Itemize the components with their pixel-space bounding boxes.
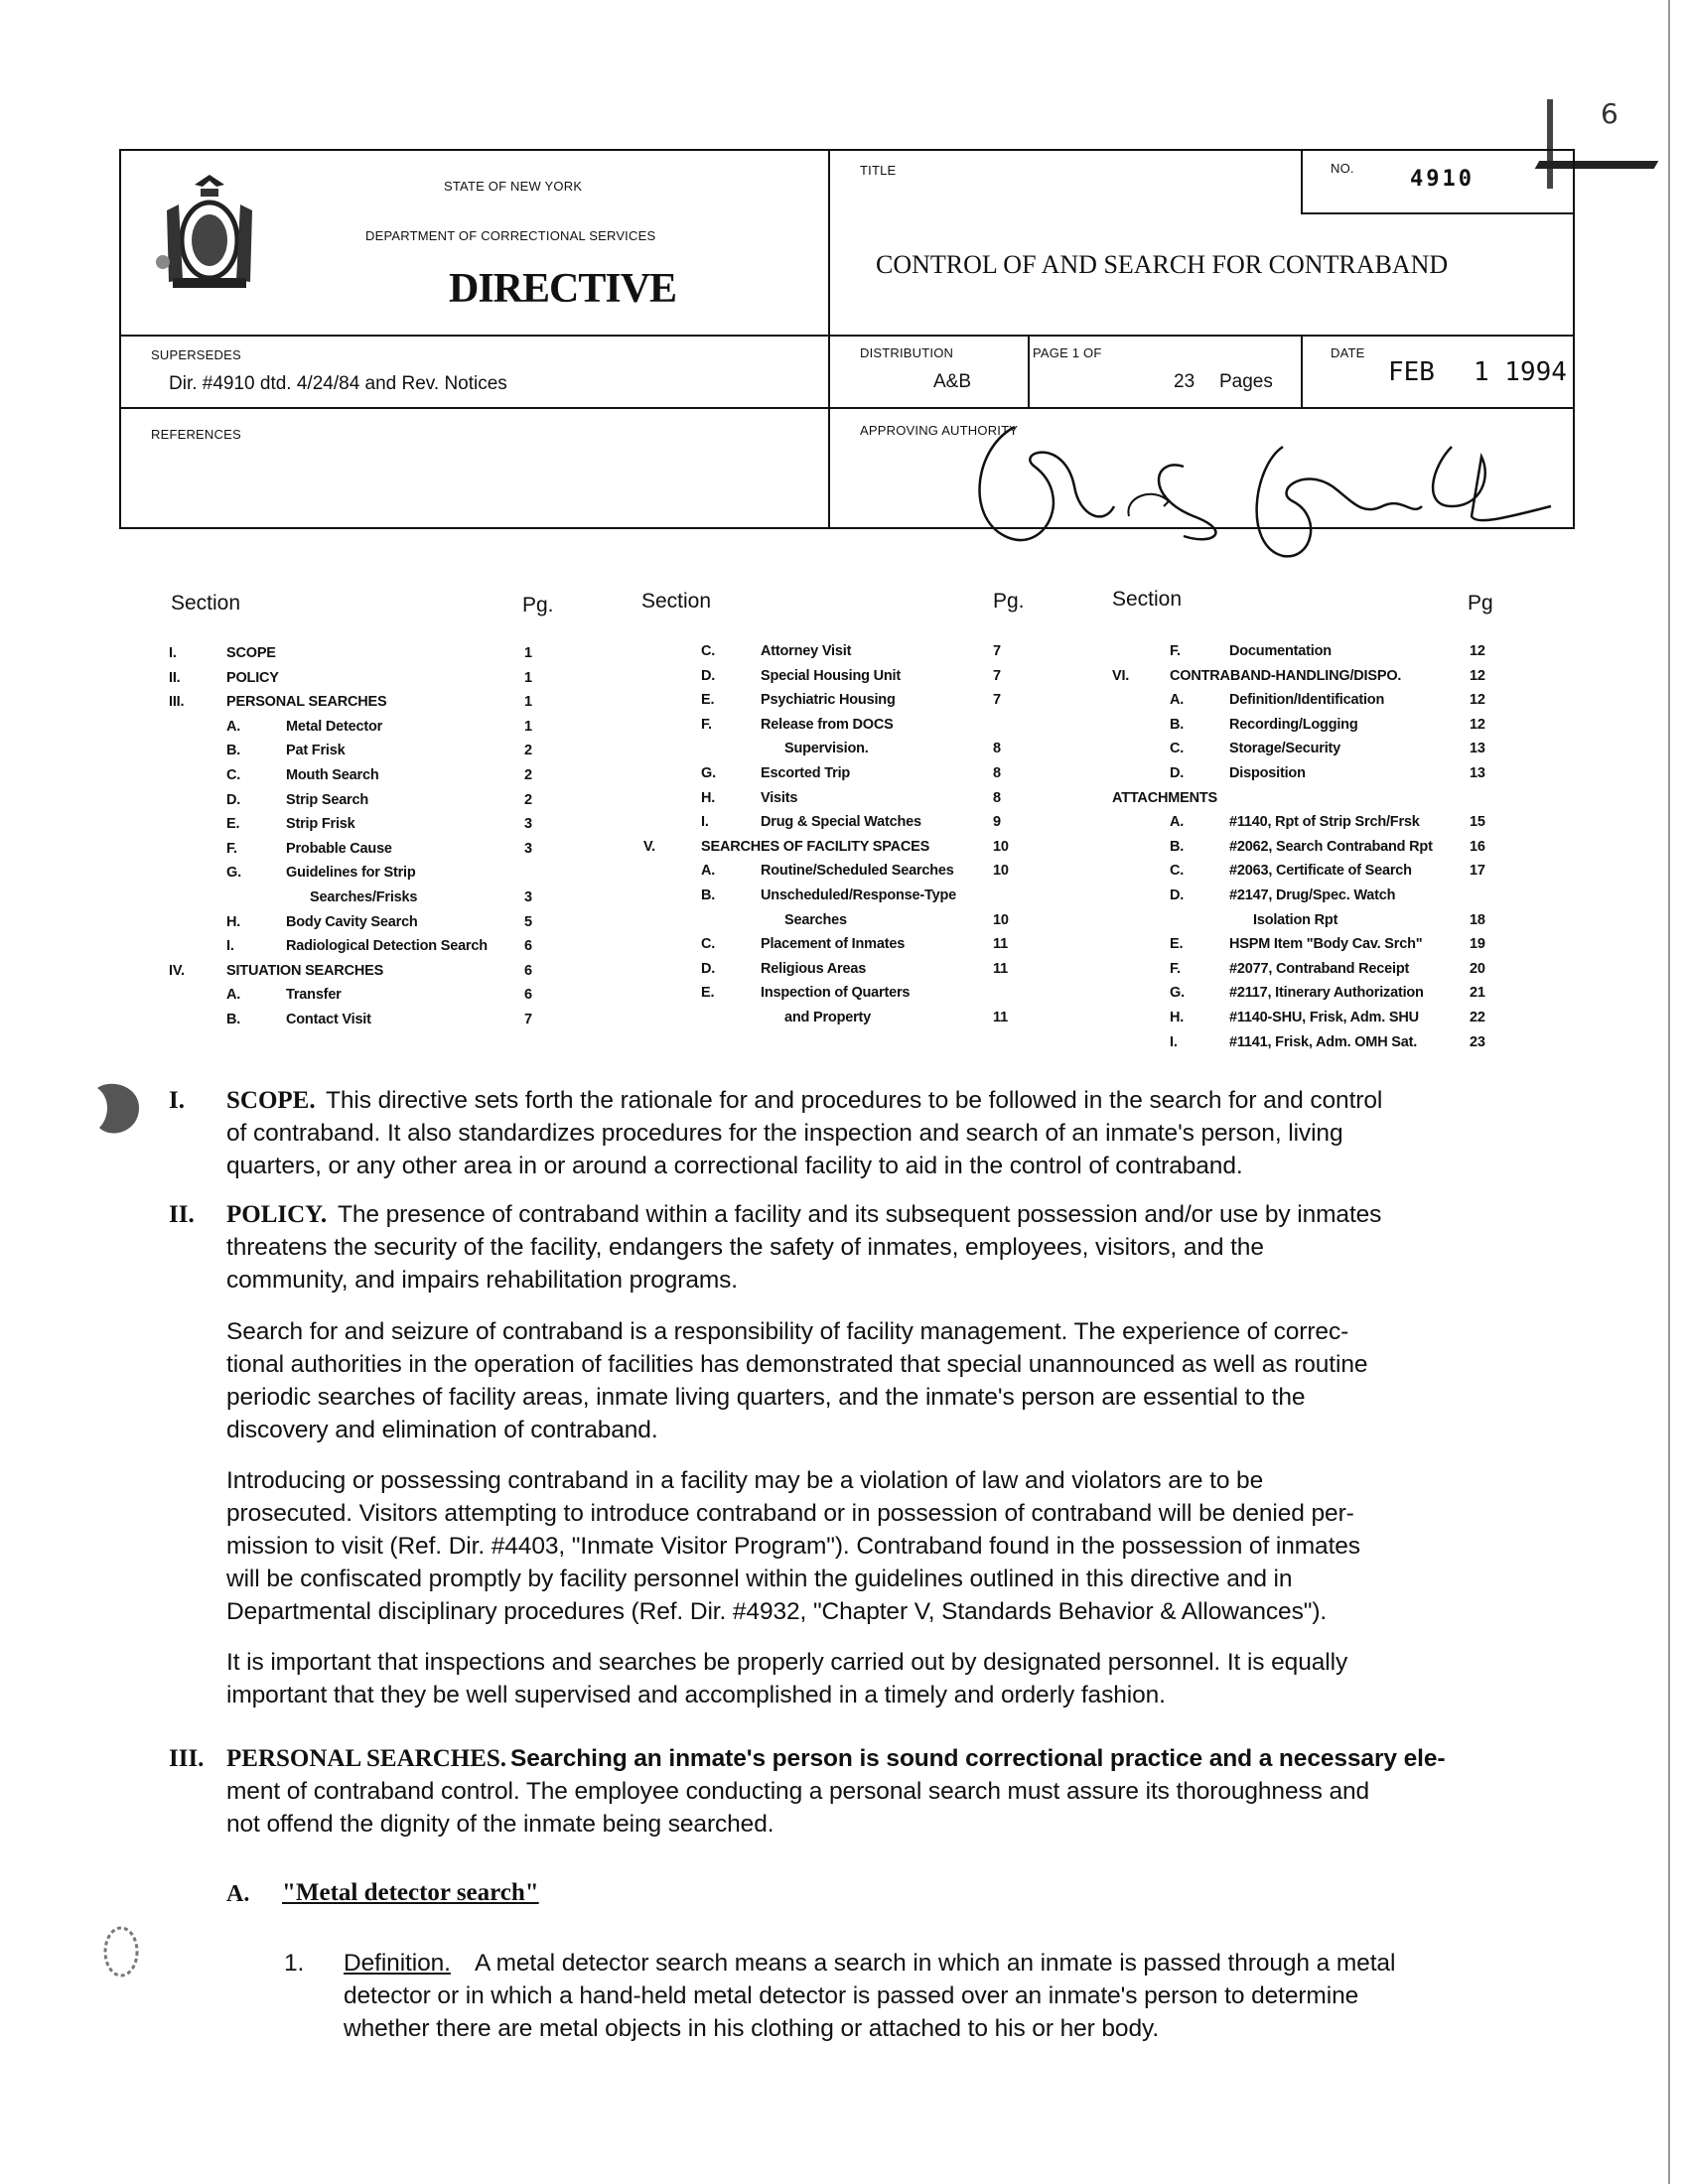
toc-entry-page: 1 — [524, 669, 532, 686]
toc-entry — [643, 985, 1011, 1009]
doc-type: DIRECTIVE — [449, 266, 677, 312]
distribution-label: DISTRIBUTION — [860, 345, 954, 360]
section-ii-p4-line-1: It is important that inspections and searches be properly carried out by designated personnel. It is equally — [226, 1649, 1348, 1676]
section-ii-p3-line-5: Departmental disciplinary procedures (Ref. Dir. #4932, "Chapter V, Standards Behavior & Allowances"). — [226, 1598, 1328, 1625]
department-name: DEPARTMENT OF CORRECTIONAL SERVICES — [365, 228, 656, 243]
toc-entry-page: 6 — [524, 962, 532, 979]
section-ii-p3-line-4: will be confiscated promptly by facility personnel within the guidelines outlined in this directive and in — [226, 1566, 1293, 1592]
toc-entry-number: A. — [701, 863, 716, 880]
toc-entry — [643, 887, 1011, 911]
toc-entry-number: E. — [701, 985, 715, 1002]
toc-entry-title: Transfer — [286, 987, 342, 1004]
toc-entry-page: 12 — [1470, 692, 1485, 709]
toc-entry-page: 1 — [524, 694, 532, 711]
toc-entry-title: Isolation Rpt — [1253, 911, 1338, 928]
toc-entry-page: 7 — [524, 1012, 532, 1027]
toc-entry-title: POLICY — [226, 669, 279, 686]
toc-entry-title: Body Cavity Search — [286, 913, 418, 930]
toc-entry-number: F. — [226, 840, 237, 857]
toc-entry-page: 13 — [1470, 765, 1485, 781]
toc-entry-number: D. — [1170, 887, 1185, 903]
state-name: STATE OF NEW YORK — [444, 179, 583, 194]
state-seal-icon — [155, 171, 264, 292]
punch-hole-mark-icon — [95, 1918, 143, 1983]
toc-entry-number: A. — [226, 987, 241, 1004]
toc-entry — [643, 643, 1011, 667]
section-iii-line-1: Searching an inmate's person is sound correctional practice and a necessary ele- — [510, 1745, 1446, 1772]
toc-entry-title: SCOPE — [226, 645, 276, 661]
toc-entry-page: 15 — [1470, 814, 1485, 831]
toc-entry — [643, 936, 1011, 960]
toc-entry-page: 12 — [1470, 716, 1485, 733]
toc-col2-section-label: Section — [641, 590, 712, 613]
toc-entry — [643, 814, 1011, 838]
item-1-number: 1. — [284, 1950, 305, 1977]
toc-entry — [643, 668, 1011, 692]
section-ii-title: POLICY. — [226, 1201, 328, 1228]
toc-entry-title: Escorted Trip — [761, 765, 851, 781]
toc-entry-title: #1140-SHU, Frisk, Adm. SHU — [1229, 1010, 1419, 1025]
toc-entry-title: Mouth Search — [286, 767, 379, 783]
toc-entry-page: 8 — [993, 741, 1001, 757]
toc-entry-number: II. — [169, 669, 181, 686]
subsection-a-number: A. — [226, 1881, 250, 1907]
toc-entry-title: Unscheduled/Response-Type — [761, 887, 956, 903]
toc-entry-title: Definition/Identification — [1229, 692, 1385, 709]
toc-entry — [169, 719, 536, 743]
toc-entry-number: F. — [1170, 643, 1181, 659]
toc-entry-page: 13 — [1470, 741, 1485, 757]
toc-entry-page: 17 — [1470, 863, 1485, 880]
toc-entry-title: HSPM Item "Body Cav. Srch" — [1229, 936, 1423, 953]
toc-entry — [169, 889, 536, 913]
toc-entry-number: I. — [701, 814, 709, 831]
toc-entry-title: Disposition — [1229, 765, 1306, 781]
toc-entry-number: C. — [226, 767, 241, 783]
toc-entry-number: I. — [1170, 1033, 1178, 1050]
no-label: NO. — [1331, 161, 1354, 176]
toc-entry-number: C. — [1170, 741, 1185, 757]
toc-entry-number: D. — [1170, 765, 1185, 781]
toc-entry-title: Psychiatric Housing — [761, 692, 896, 709]
toc-entry-number: H. — [701, 789, 716, 806]
toc-entry-number: D. — [701, 960, 716, 977]
toc-entry — [643, 863, 1011, 887]
toc-entry-title: SEARCHES OF FACILITY SPACES — [701, 838, 930, 855]
toc-entry — [169, 645, 536, 669]
date-label: DATE — [1331, 345, 1365, 360]
toc-entry — [169, 938, 536, 962]
directive-title: CONTROL OF AND SEARCH FOR CONTRABAND — [876, 250, 1449, 279]
page-number: 6 — [1601, 97, 1618, 130]
toc-entry-title: #2062, Search Contraband Rpt — [1229, 838, 1433, 855]
toc-entry-title: Pat Frisk — [286, 743, 346, 759]
toc-entry — [1112, 839, 1499, 863]
toc-entry-number: H. — [226, 913, 241, 930]
section-ii-p1-line-1: The presence of contraband within a facility and its subsequent possession and/or use by inmates — [338, 1201, 1382, 1228]
toc-entry-page: 23 — [1470, 1033, 1485, 1050]
toc-entry-title: Release from DOCS — [761, 716, 894, 733]
toc-col2-pg-label: Pg. — [993, 590, 1025, 613]
toc-entry-number: I. — [169, 645, 177, 661]
toc-entry-title: SITUATION SEARCHES — [226, 962, 384, 979]
date-month: FEB — [1388, 357, 1435, 387]
distribution-value: A&B — [933, 371, 972, 392]
toc-entry-title: Metal Detector — [286, 718, 383, 735]
toc-entry — [169, 767, 536, 791]
toc-entry — [1112, 692, 1499, 716]
page-of-label: PAGE 1 OF — [1033, 345, 1102, 360]
toc-entry-number: G. — [226, 865, 241, 882]
toc-entry — [169, 865, 536, 888]
section-iii-line-3: not offend the dignity of the inmate being searched. — [226, 1811, 774, 1838]
section-i-line-3: quarters, or any other area in or around a correctional facility to aid in the control of contraband. — [226, 1153, 1243, 1179]
toc-entry-title: Visits — [761, 789, 798, 806]
toc-entry — [1112, 814, 1499, 838]
section-ii-p2-line-4: discovery and elimination of contraband. — [226, 1417, 658, 1443]
toc-entry-page: 7 — [993, 667, 1001, 684]
toc-entry — [1112, 668, 1499, 692]
toc-entry-number: F. — [701, 716, 712, 733]
pages-count: 23 — [1174, 371, 1196, 392]
item-1-line-3: whether there are metal objects in his clothing or attached to his or her body. — [344, 2015, 1160, 2042]
toc-entry-title: Radiological Detection Search — [286, 938, 488, 955]
section-ii-number: II. — [169, 1201, 195, 1228]
toc-entry-number: A. — [226, 718, 241, 735]
toc-entry-number: B. — [226, 1012, 241, 1027]
section-i-line-1: This directive sets forth the rationale for and procedures to be followed in the search for and control — [326, 1087, 1383, 1114]
section-iii-line-2: ment of contraband control. The employee conducting a personal search must assure its thoroughness and — [226, 1778, 1370, 1805]
toc-entry-number: III. — [169, 694, 185, 711]
toc-entry — [169, 816, 536, 840]
toc-entry-page: 9 — [993, 814, 1001, 831]
toc-entry-number: F. — [1170, 960, 1181, 977]
toc-entry-page: 7 — [993, 643, 1001, 659]
toc-entry-title: Strip Search — [286, 791, 369, 808]
section-ii-p2-line-3: periodic searches of facility areas, inmate living quarters, and the inmate's person are essential to the — [226, 1384, 1306, 1411]
signature-icon — [955, 407, 1571, 576]
toc-entry-number: C. — [701, 936, 716, 953]
toc-entry — [1112, 985, 1499, 1009]
toc-entry-page: 5 — [524, 913, 532, 930]
toc-entry — [1112, 961, 1499, 985]
toc-entry-page: 6 — [524, 987, 532, 1004]
toc-entry — [1112, 790, 1499, 814]
section-ii-p3-line-2: prosecuted. Visitors attempting to introduce contraband or in possession of contraband will be denied per- — [226, 1500, 1354, 1527]
toc-entry — [1112, 1010, 1499, 1033]
toc-entry-number: G. — [1170, 985, 1185, 1002]
section-ii-p2-line-1: Search for and seizure of contraband is a responsibility of facility management. The experience of correc- — [226, 1318, 1349, 1345]
section-i-title: SCOPE. — [226, 1087, 316, 1114]
toc-entry-title: CONTRABAND-HANDLING/DISPO. — [1170, 667, 1402, 684]
toc-entry-page: 10 — [993, 863, 1009, 880]
toc-entry — [643, 839, 1011, 863]
toc-entry — [169, 841, 536, 865]
toc-entry-page: 11 — [993, 936, 1008, 953]
toc-entry-page: 19 — [1470, 936, 1485, 953]
toc-entry-page: 8 — [993, 765, 1001, 781]
supersedes-label: SUPERSEDES — [151, 347, 241, 362]
toc-entry-title: Guidelines for Strip — [286, 865, 416, 882]
toc-entry-number: D. — [701, 667, 716, 684]
toc-entry-number: C. — [701, 643, 716, 659]
toc-entry — [169, 1012, 536, 1035]
toc-entry-title: #1140, Rpt of Strip Srch/Frsk — [1229, 814, 1420, 831]
toc-entry — [1112, 765, 1499, 789]
punch-hole-mark-icon — [91, 1078, 143, 1140]
toc-entry-page: 18 — [1470, 911, 1485, 928]
toc-entry-title: PERSONAL SEARCHES — [226, 694, 387, 711]
toc-entry-number: E. — [1170, 936, 1184, 953]
toc-entry-title: Religious Areas — [761, 960, 867, 977]
toc-entry-title: Probable Cause — [286, 840, 392, 857]
toc-entry-page: 2 — [524, 767, 532, 783]
toc-entry-number: E. — [226, 816, 240, 833]
toc-entry — [1112, 887, 1499, 911]
toc-entry-title: #1141, Frisk, Adm. OMH Sat. — [1229, 1033, 1418, 1050]
subsection-a-title: "Metal detector search" — [282, 1879, 539, 1906]
toc-entry-title: Supervision. — [784, 741, 869, 757]
toc-col1-pg-label: Pg. — [522, 594, 554, 616]
toc-entry-number: VI. — [1112, 667, 1130, 684]
item-1-line-1: A metal detector search means a search in which an inmate is passed through a metal — [475, 1950, 1396, 1977]
section-ii-p3-line-1: Introducing or possessing contraband in a facility may be a violation of law and violators are to be — [226, 1467, 1264, 1494]
toc-entry-page: 11 — [993, 1010, 1008, 1025]
section-i-line-2: of contraband. It also standardizes procedures for the inspection and search of an inmate's person, living — [226, 1120, 1343, 1147]
toc-entry-page: 3 — [524, 889, 532, 905]
section-ii-p3-line-3: mission to visit (Ref. Dir. #4403, "Inmate Visitor Program"). Contraband found in the possession of inmates — [226, 1533, 1360, 1560]
toc-entry-number: A. — [1170, 692, 1185, 709]
approving-authority-label: APPROVING AUTHORITY — [860, 423, 1019, 438]
directive-number: 4910 — [1410, 167, 1475, 192]
toc-entry-title: Inspection of Quarters — [761, 985, 911, 1002]
toc-entry-page: 1 — [524, 645, 532, 661]
toc-entry — [643, 741, 1011, 764]
toc-entry-page: 16 — [1470, 838, 1485, 855]
toc-entry-title: #2077, Contraband Receipt — [1229, 960, 1410, 977]
toc-entry-number: E. — [701, 692, 715, 709]
section-ii-p4-line-2: important that they be well supervised and accomplished in a timely and orderly fashion. — [226, 1682, 1166, 1708]
toc-entry — [169, 914, 536, 938]
toc-entry — [643, 692, 1011, 716]
date-value: 1 1994 — [1474, 357, 1567, 387]
toc-entry — [643, 961, 1011, 985]
toc-col3-section-label: Section — [1112, 588, 1183, 611]
toc-entry — [643, 1010, 1011, 1033]
toc-entry-title: ATTACHMENTS — [1112, 789, 1217, 806]
toc-entry — [169, 670, 536, 694]
section-ii-p1-line-3: community, and impairs rehabilitation programs. — [226, 1267, 739, 1294]
toc-entry — [169, 987, 536, 1011]
supersedes-value: Dir. #4910 dtd. 4/24/84 and Rev. Notices — [169, 373, 507, 394]
toc-entry-number: V. — [643, 838, 655, 855]
toc-entry-page: 3 — [524, 840, 532, 857]
directive-header — [119, 149, 1575, 529]
toc-entry-number: G. — [701, 765, 716, 781]
toc-col1-section-label: Section — [171, 592, 241, 614]
item-1-label: Definition. — [344, 1950, 451, 1977]
toc-entry-page: 2 — [524, 791, 532, 808]
toc-entry-title: Strip Frisk — [286, 816, 355, 833]
toc-entry-number: A. — [1170, 814, 1185, 831]
toc-entry-number: C. — [1170, 863, 1185, 880]
section-ii-p2-line-2: tional authorities in the operation of facilities has demonstrated that special unannounced as well as routine — [226, 1351, 1368, 1378]
toc-entry-title: Placement of Inmates — [761, 936, 906, 953]
toc-entry-number: H. — [1170, 1010, 1185, 1025]
toc-entry-title: Drug & Special Watches — [761, 814, 921, 831]
toc-entry-page: 12 — [1470, 643, 1485, 659]
toc-entry — [1112, 717, 1499, 741]
toc-entry — [643, 912, 1011, 936]
toc-entry-title: #2147, Drug/Spec. Watch — [1229, 887, 1396, 903]
toc-entry-title: Attorney Visit — [761, 643, 852, 659]
toc-entry-page: 12 — [1470, 667, 1485, 684]
toc-entry-title: #2063, Certificate of Search — [1229, 863, 1412, 880]
toc-entry — [169, 694, 536, 718]
toc-entry-title: #2117, Itinerary Authorization — [1229, 985, 1424, 1002]
toc-entry-page: 7 — [993, 692, 1001, 709]
toc-entry — [643, 765, 1011, 789]
toc-entry-title: Contact Visit — [286, 1012, 371, 1027]
page-edge — [1668, 0, 1670, 2184]
toc-entry-title: Documentation — [1229, 643, 1332, 659]
toc-entry — [169, 963, 536, 987]
toc-entry — [1112, 936, 1499, 960]
toc-entry-number: B. — [701, 887, 716, 903]
section-iii-title: PERSONAL SEARCHES. — [226, 1745, 507, 1772]
item-1-line-2: detector or in which a hand-held metal detector is passed over an inmate's person to determine — [344, 1982, 1359, 2009]
toc-entry-page: 3 — [524, 816, 532, 833]
toc-entry-page: 2 — [524, 743, 532, 759]
toc-entry-page: 1 — [524, 718, 532, 735]
toc-entry-page: 6 — [524, 938, 532, 955]
toc-entry — [1112, 643, 1499, 667]
toc-col3-pg-label: Pg — [1468, 592, 1493, 614]
toc-entry-title: Searches — [784, 911, 847, 928]
toc-entry-title: and Property — [784, 1010, 872, 1025]
toc-entry — [1112, 912, 1499, 936]
toc-entry — [169, 743, 536, 766]
toc-entry-page: 21 — [1470, 985, 1485, 1002]
toc-entry-title: Routine/Scheduled Searches — [761, 863, 954, 880]
toc-entry-page: 10 — [993, 911, 1009, 928]
toc-entry — [169, 792, 536, 816]
toc-entry — [1112, 863, 1499, 887]
toc-entry-title: Storage/Security — [1229, 741, 1341, 757]
toc-entry — [1112, 741, 1499, 764]
pages-word: Pages — [1219, 371, 1273, 392]
toc-entry-page: 22 — [1470, 1010, 1485, 1025]
section-i-number: I. — [169, 1087, 185, 1114]
toc-entry-number: IV. — [169, 962, 185, 979]
toc-entry-page: 8 — [993, 789, 1001, 806]
toc-entry — [1112, 1034, 1499, 1058]
toc-entry-title: Recording/Logging — [1229, 716, 1358, 733]
section-ii-p1-line-2: threatens the security of the facility, endangers the safety of inmates, employees, visitors, and the — [226, 1234, 1264, 1261]
toc-entry-page: 11 — [993, 960, 1008, 977]
toc-entry-title: Special Housing Unit — [761, 667, 902, 684]
toc-entry-number: B. — [1170, 716, 1185, 733]
toc-entry-number: I. — [226, 938, 234, 955]
references-label: REFERENCES — [151, 427, 241, 442]
toc-entry-page: 10 — [993, 838, 1009, 855]
toc-entry-page: 20 — [1470, 960, 1485, 977]
toc-entry-number: D. — [226, 791, 241, 808]
section-iii-number: III. — [169, 1745, 205, 1772]
toc-entry-number: B. — [1170, 838, 1185, 855]
toc-entry — [643, 717, 1011, 741]
toc-entry-title: Searches/Frisks — [310, 889, 418, 905]
toc-entry-number: B. — [226, 743, 241, 759]
title-label: TITLE — [860, 163, 897, 178]
toc-entry — [643, 790, 1011, 814]
